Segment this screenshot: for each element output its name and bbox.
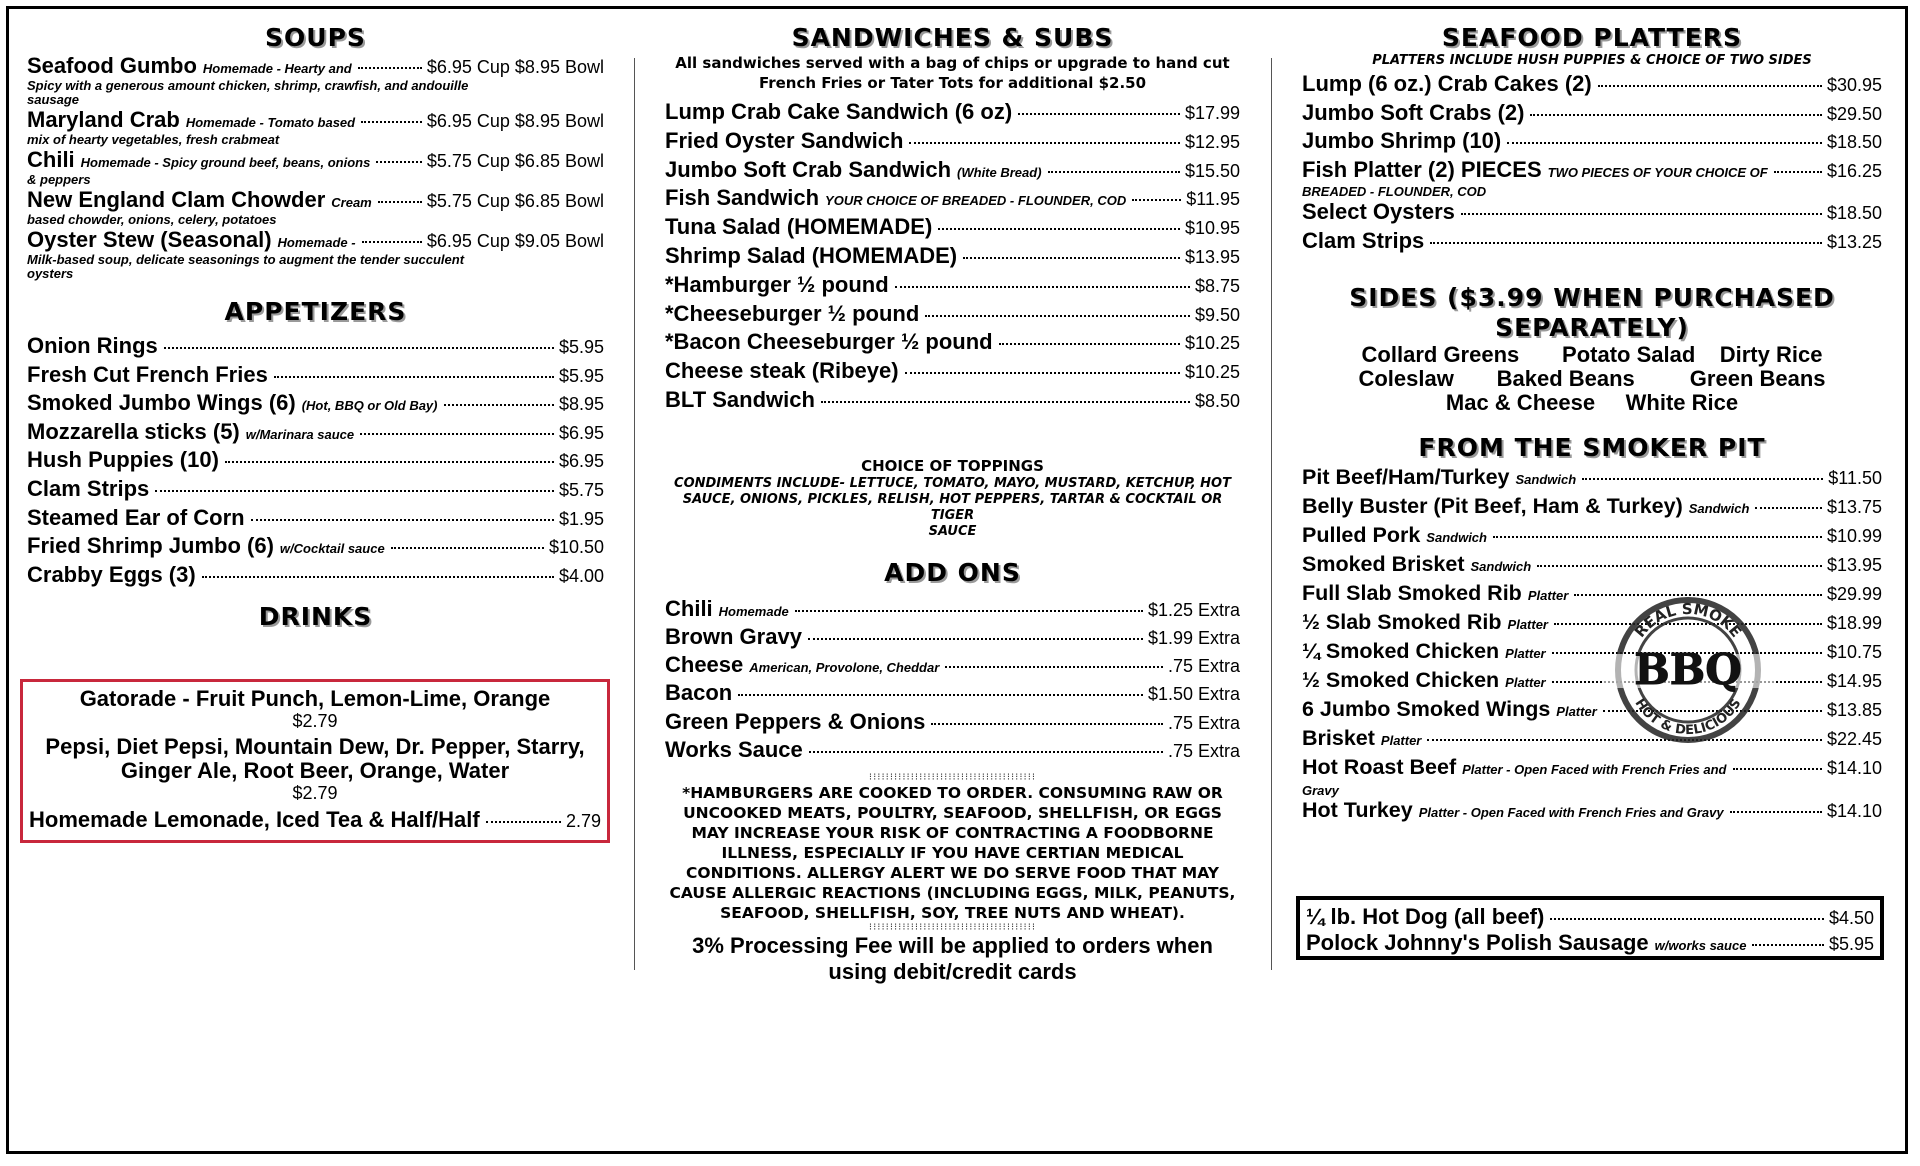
item-price: 2.79 xyxy=(565,811,601,831)
item-name: Fresh Cut French Fries xyxy=(27,361,268,387)
smoker-heading: FROM THE SMOKER PIT xyxy=(1418,432,1766,462)
dot-leader xyxy=(1774,170,1822,173)
seafood-list xyxy=(1302,71,1882,257)
sandwiches-subtitle-1: All sandwiches served with a bag of chips or upgrade to hand cut xyxy=(675,54,1230,72)
item-price: $5.75 Cup $6.85 Bowl xyxy=(426,151,604,171)
item-price: $15.50 xyxy=(1184,160,1240,181)
dot-leader xyxy=(486,820,561,823)
item-price: $14.10 xyxy=(1826,800,1882,821)
item-name: Steamed Ear of Corn xyxy=(27,504,245,530)
warning-line-2: UNCOOKED MEATS, POULTRY, SEAFOOD, SHELLFISH, OR EGGS xyxy=(683,803,1222,822)
item-price: $18.99 xyxy=(1826,612,1882,633)
item-name: Belly Buster (Pit Beef, Ham & Turkey) xyxy=(1302,493,1683,518)
menu-item xyxy=(665,214,1240,243)
item-price: $10.95 xyxy=(1184,218,1240,239)
item-price: $1.95 xyxy=(558,508,604,529)
warning-line-3: MAY INCREASE YOUR RISK OF CONTRACTING A FOODBORNE xyxy=(691,823,1214,842)
dot-leader xyxy=(909,141,1180,144)
menu-item xyxy=(665,358,1240,387)
item-note: Homemade - xyxy=(277,235,356,250)
item-price: $8.50 xyxy=(1194,390,1240,411)
item-price: $30.95 xyxy=(1826,75,1882,95)
menu-item xyxy=(665,272,1240,301)
processing-fee-line-2: using debit/credit cards xyxy=(828,958,1077,984)
item-price: $5.95 xyxy=(558,365,604,386)
item-price: $14.10 xyxy=(1826,757,1882,778)
dot-leader xyxy=(795,609,1143,612)
menu-item xyxy=(1306,904,1874,930)
item-name: ¼ Smoked Chicken xyxy=(1302,638,1500,663)
menu-item xyxy=(665,652,1240,680)
dot-leader xyxy=(251,518,554,521)
item-name: New England Clam Chowder xyxy=(27,187,326,212)
menu-item xyxy=(27,447,604,476)
item-note: Platter xyxy=(1505,645,1546,661)
menu-item xyxy=(665,99,1240,128)
addons-list xyxy=(665,596,1240,765)
item-name: Hot Turkey xyxy=(1302,797,1413,822)
dot-leader xyxy=(391,546,544,549)
item-note: Platter xyxy=(1507,616,1548,632)
menu-item xyxy=(1302,639,1882,668)
drinks-heading: DRINKS xyxy=(258,602,373,632)
dot-leader xyxy=(444,403,554,406)
item-price: $18.50 xyxy=(1826,132,1882,153)
menu-item xyxy=(665,680,1240,708)
item-name: Cheese xyxy=(665,652,744,678)
item-note: w/Marinara sauce xyxy=(245,426,355,442)
dot-leader xyxy=(809,750,1163,753)
dot-leader xyxy=(1507,141,1822,144)
item-name: Clam Strips xyxy=(27,475,150,501)
item-name: Lump Crab Cake Sandwich (6 oz) xyxy=(665,99,1013,124)
stamp-top-text: REAL SMOKE xyxy=(1630,599,1746,641)
item-description: BREADED - FLOUNDER, COD xyxy=(1302,184,1487,200)
right-column xyxy=(1302,18,1882,827)
item-price: $9.50 xyxy=(1194,304,1240,325)
item-note: Homemade - Tomato based xyxy=(185,115,356,130)
item-name: Hot Roast Beef xyxy=(1302,754,1457,779)
sandwiches-subtitle-2: French Fries or Tater Tots for additional $2.50 xyxy=(758,74,1147,92)
drinks-lemonade xyxy=(23,807,607,833)
dot-leader xyxy=(1493,535,1822,538)
item-price: $10.99 xyxy=(1826,525,1882,546)
item-name: Shrimp Salad (HOMEMADE) xyxy=(665,242,958,268)
warning-line-7: SEAFOOD, SHELLFISH, SOY, TREE NUTS AND WHEAT). xyxy=(720,903,1185,922)
item-note: Platter - Open Faced with French Fries and xyxy=(1462,761,1727,777)
item-note: (White Bread) xyxy=(957,164,1042,180)
dot-leader xyxy=(1461,212,1822,215)
dot-leader xyxy=(225,460,554,463)
item-note: w/Cocktail sauce xyxy=(279,541,385,557)
item-price: $29.50 xyxy=(1826,103,1882,124)
item-price: $1.99 Extra xyxy=(1147,627,1240,648)
menu-item xyxy=(665,243,1240,272)
menu-item xyxy=(1306,930,1874,956)
menu-item xyxy=(1302,228,1882,257)
item-price: $10.25 xyxy=(1184,362,1240,383)
item-name: ¼ lb. Hot Dog (all beef) xyxy=(1306,904,1545,929)
dot-leader xyxy=(1733,767,1822,770)
menu-item xyxy=(27,107,604,133)
item-price: $10.50 xyxy=(548,537,604,558)
menu-item xyxy=(1302,494,1882,523)
item-note: Cream xyxy=(331,195,372,210)
seafood-heading: SEAFOOD PLATTERS xyxy=(1441,23,1743,52)
menu-item xyxy=(27,390,604,419)
item-name: Jumbo Soft Crab Sandwich xyxy=(665,156,952,182)
dot-leader xyxy=(1132,198,1181,201)
menu-item xyxy=(665,596,1240,624)
menu-item xyxy=(1302,610,1882,639)
item-note: Platter - Open Faced with French Fries and Gravy xyxy=(1418,804,1724,820)
dot-leader xyxy=(1752,943,1824,946)
item-note: Sandwich xyxy=(1470,558,1532,574)
toppings-heading: CHOICE OF TOPPINGS xyxy=(861,456,1044,475)
menu-item xyxy=(27,505,604,534)
appetizers-heading: APPETIZERS xyxy=(224,297,407,326)
item-description: Spicy with a generous amount chicken, shrimp, crawfish, and andouille sausage xyxy=(27,78,469,107)
item-name: Fish Sandwich xyxy=(665,185,820,211)
item-price: $17.99 xyxy=(1184,103,1240,123)
item-price: $6.95 Cup $9.05 Bowl xyxy=(426,231,604,251)
soups-heading: SOUPS xyxy=(265,23,366,52)
stamp-center-text: BBQ xyxy=(1634,645,1742,694)
item-description: mix of hearty vegetables, fresh crabmeat xyxy=(27,132,280,147)
stamp-bottom-text: HOT & DELICIOUS xyxy=(1631,696,1745,739)
item-price: $5.75 Cup $6.85 Bowl xyxy=(426,191,604,211)
item-name: ½ Smoked Chicken xyxy=(1302,667,1500,692)
item-description: based chowder, onions, celery, potatoes xyxy=(27,212,277,227)
item-name: Pit Beef/Ham/Turkey xyxy=(1302,464,1510,489)
item-price: $22.45 xyxy=(1826,728,1882,749)
item-name: Clam Strips xyxy=(1302,227,1425,253)
menu-item xyxy=(27,533,604,562)
item-name: Seafood Gumbo xyxy=(27,53,197,78)
item-name: Onion Rings xyxy=(27,333,158,358)
toppings-text-3: SAUCE xyxy=(928,523,977,539)
item-note: Platter xyxy=(1505,674,1546,690)
item-note: American, Provolone, Cheddar xyxy=(749,660,940,676)
dot-leader xyxy=(999,342,1180,345)
item-price: $5.95 xyxy=(1828,934,1874,954)
item-price: $5.75 xyxy=(558,479,604,500)
item-price: $13.25 xyxy=(1826,231,1882,252)
drinks-soda-line2: Ginger Ale, Root Beer, Orange, Water xyxy=(120,758,510,783)
appetizers-list xyxy=(27,333,604,590)
sides-row-2: Coleslaw Baked Beans Green Beans xyxy=(1358,365,1826,391)
sides-row-3: Mac & Cheese White Rice xyxy=(1445,389,1739,415)
soups-list xyxy=(27,53,604,281)
item-name: Brisket xyxy=(1302,725,1375,750)
menu-item xyxy=(1302,755,1882,784)
item-note: Sandwich xyxy=(1515,471,1577,487)
dot-leader xyxy=(362,240,422,243)
item-price: $6.95 xyxy=(558,451,604,472)
menu-item xyxy=(1302,581,1882,610)
item-name: Jumbo Shrimp (10) xyxy=(1302,128,1502,154)
dot-leader xyxy=(1755,506,1822,509)
left-column xyxy=(27,18,604,632)
column-divider xyxy=(1271,58,1272,970)
drinks-gatorade: Gatorade - Fruit Punch, Lemon-Lime, Orange xyxy=(79,686,551,711)
menu-item xyxy=(27,419,604,448)
item-name: Jumbo Soft Crabs (2) xyxy=(1302,99,1525,125)
dot-leader xyxy=(376,160,422,163)
item-price: $6.95 Cup $8.95 Bowl xyxy=(426,111,604,131)
item-price: $13.95 xyxy=(1184,246,1240,267)
menu-item xyxy=(27,333,604,362)
item-price: .75 Extra xyxy=(1167,712,1240,733)
item-price: $4.00 xyxy=(558,565,604,586)
dot-leader xyxy=(164,346,554,349)
item-name: Chili xyxy=(665,595,713,621)
menu-item xyxy=(665,157,1240,186)
item-name: Fish Platter (2) PIECES xyxy=(1302,156,1542,182)
item-price: $11.50 xyxy=(1828,467,1882,488)
menu-item xyxy=(665,387,1240,416)
menu-item xyxy=(1302,199,1882,228)
item-price: $8.75 xyxy=(1194,275,1240,296)
item-name: Pulled Pork xyxy=(1302,522,1421,547)
menu-item xyxy=(1302,726,1882,755)
dot-leader xyxy=(361,120,422,123)
item-description: Milk-based soup, delicate seasonings to augment the tender succulent oysters xyxy=(27,252,465,281)
item-price: .75 Extra xyxy=(1167,740,1240,761)
item-price: $4.50 xyxy=(1828,908,1874,928)
hotdog-list xyxy=(1306,904,1874,956)
menu-item xyxy=(665,185,1240,214)
hotdog-box xyxy=(1296,896,1884,960)
item-name: BLT Sandwich xyxy=(665,386,815,412)
sides-heading-2: SEPARATELY) xyxy=(1495,312,1689,342)
menu-item xyxy=(27,562,604,591)
item-note: Sandwich xyxy=(1688,500,1750,516)
item-price: $6.95 Cup $8.95 Bowl xyxy=(426,57,604,77)
item-price: $10.25 xyxy=(1184,333,1240,354)
dot-leader xyxy=(963,256,1180,259)
dot-leader xyxy=(808,637,1143,640)
item-note: Homemade - Hearty and xyxy=(202,61,352,76)
menu-item xyxy=(27,476,604,505)
item-note: Homemade xyxy=(718,603,789,619)
menu-item xyxy=(27,362,604,391)
dot-leader xyxy=(378,200,422,203)
item-note: YOUR CHOICE OF BREADED - FLOUNDER, COD xyxy=(825,193,1127,209)
item-name: Works Sauce xyxy=(665,736,803,762)
menu-item xyxy=(27,187,604,213)
item-price: $10.75 xyxy=(1826,641,1882,662)
item-description: & peppers xyxy=(27,172,91,187)
menu-item xyxy=(1302,668,1882,697)
dot-leader xyxy=(360,432,554,435)
toppings-text-1: CONDIMENTS INCLUDE- LETTUCE, TOMATO, MAYO, MUSTARD, KETCHUP, HOT xyxy=(674,475,1231,491)
menu-item xyxy=(665,737,1240,765)
item-name: Brown Gravy xyxy=(665,623,802,649)
drinks-gatorade-price: $2.79 xyxy=(292,711,338,731)
dot-leader xyxy=(155,489,554,492)
item-name: Select Oysters xyxy=(1302,199,1455,225)
menu-item xyxy=(27,227,604,253)
item-name: Homemade Lemonade, Iced Tea & Half/Half xyxy=(29,807,480,832)
item-note: TWO PIECES OF YOUR CHOICE OF xyxy=(1547,164,1768,180)
item-price: $11.95 xyxy=(1186,189,1240,210)
dot-leader xyxy=(202,575,554,578)
dot-leader xyxy=(1598,84,1822,87)
dot-leader xyxy=(931,722,1163,725)
item-note: Platter xyxy=(1380,732,1422,748)
item-price: $1.50 Extra xyxy=(1147,684,1240,705)
dot-leader xyxy=(274,375,554,378)
dot-leader xyxy=(1048,170,1180,173)
sandwiches-list xyxy=(665,99,1240,416)
item-note: Sandwich xyxy=(1426,529,1487,545)
drinks-soda-line1: Pepsi, Diet Pepsi, Mountain Dew, Dr. Pepper, Starry, xyxy=(45,734,585,759)
item-name: Smoked Jumbo Wings (6) xyxy=(27,390,296,416)
dot-leader xyxy=(905,371,1180,374)
menu-item xyxy=(27,147,604,173)
menu-item xyxy=(665,128,1240,157)
item-name: *Cheeseburger ½ pound xyxy=(665,300,920,326)
item-note: (Hot, BBQ or Old Bay) xyxy=(301,398,438,414)
dashed-separator: ⁝⁝⁝⁝⁝⁝⁝⁝⁝⁝⁝⁝⁝⁝⁝⁝⁝⁝⁝⁝⁝⁝⁝⁝⁝⁝⁝⁝⁝⁝⁝⁝⁝⁝⁝⁝⁝⁝⁝⁝ xyxy=(868,771,1037,783)
item-price: $14.95 xyxy=(1826,670,1882,691)
sides-row-1: Collard Greens Potato Salad Dirty Rice xyxy=(1361,341,1823,367)
item-price: $16.25 xyxy=(1826,160,1882,181)
menu-item xyxy=(1302,552,1882,581)
drinks-soda-price: $2.79 xyxy=(292,783,338,803)
item-name: Bacon xyxy=(665,680,733,706)
item-note: Platter xyxy=(1556,703,1597,719)
column-divider xyxy=(634,58,635,970)
menu-item xyxy=(27,53,604,79)
item-note: Platter xyxy=(1527,587,1569,603)
warning-line-1: *HAMBURGERS ARE COOKED TO ORDER. CONSUMING RAW OR xyxy=(682,783,1223,802)
processing-fee-line-1: 3% Processing Fee will be applied to orders when xyxy=(692,932,1213,958)
dot-leader xyxy=(738,693,1143,696)
item-name: Crabby Eggs (3) xyxy=(27,561,196,587)
middle-column xyxy=(665,18,1240,985)
item-name: Hush Puppies (10) xyxy=(27,447,219,473)
drinks-box xyxy=(20,679,610,843)
dot-leader xyxy=(358,66,422,69)
item-name: Lump (6 oz.) Crab Cakes (2) xyxy=(1302,71,1592,96)
item-price: .75 Extra xyxy=(1167,656,1240,677)
item-name: *Bacon Cheeseburger ½ pound xyxy=(665,329,993,355)
dot-leader xyxy=(1530,113,1821,116)
smoker-list xyxy=(1302,465,1882,827)
item-price: $13.95 xyxy=(1826,554,1882,575)
dot-leader xyxy=(938,227,1180,230)
item-price: $18.50 xyxy=(1826,203,1882,224)
menu-item xyxy=(1302,465,1882,494)
menu-item xyxy=(665,301,1240,330)
menu-item xyxy=(1302,100,1882,129)
item-note: Homemade - Spicy ground beef, beans, onions xyxy=(80,155,371,170)
item-description: Gravy xyxy=(1302,782,1339,798)
dot-leader xyxy=(945,665,1163,668)
dot-leader xyxy=(1430,241,1822,244)
dashed-separator: ⁝⁝⁝⁝⁝⁝⁝⁝⁝⁝⁝⁝⁝⁝⁝⁝⁝⁝⁝⁝⁝⁝⁝⁝⁝⁝⁝⁝⁝⁝⁝⁝⁝⁝⁝⁝⁝⁝⁝⁝ xyxy=(868,921,1037,933)
menu-item xyxy=(1302,71,1882,100)
item-name: Mozzarella sticks (5) xyxy=(27,418,240,444)
item-name: Full Slab Smoked Rib xyxy=(1302,580,1522,605)
item-price: $6.95 xyxy=(558,422,604,443)
toppings-text-2: SAUCE, ONIONS, PICKLES, RELISH, HOT PEPPERS, TARTAR & COCKTAIL OR TIGER xyxy=(682,491,1223,523)
warning-line-4: ILLNESS, ESPECIALLY IF YOU HAVE CERTIAN MEDICAL xyxy=(721,843,1184,862)
dot-leader xyxy=(1730,810,1822,813)
item-price: $13.85 xyxy=(1826,699,1882,720)
addons-heading: ADD ONS xyxy=(884,557,1021,587)
menu-item xyxy=(665,624,1240,652)
item-price: $1.25 Extra xyxy=(1147,599,1240,620)
menu-item xyxy=(1302,798,1882,827)
dot-leader xyxy=(895,285,1190,288)
item-name: Green Peppers & Onions xyxy=(665,708,926,734)
item-name: 6 Jumbo Smoked Wings xyxy=(1302,696,1551,721)
menu-item xyxy=(1302,157,1882,186)
warning-line-6: CAUSE ALLERGIC REACTIONS (INCLUDING EGGS, MILK, PEANUTS, xyxy=(669,883,1236,902)
item-price: $8.95 xyxy=(558,394,604,415)
dot-leader xyxy=(821,400,1190,403)
item-name: Maryland Crab xyxy=(27,107,180,132)
item-name: Polock Johnny's Polish Sausage xyxy=(1306,930,1649,955)
dot-leader xyxy=(1018,112,1180,115)
item-price: $12.95 xyxy=(1184,131,1240,152)
item-name: ½ Slab Smoked Rib xyxy=(1302,609,1502,634)
item-price: $13.75 xyxy=(1826,496,1882,517)
item-name: *Hamburger ½ pound xyxy=(665,271,889,297)
item-name: Smoked Brisket xyxy=(1302,551,1465,576)
dot-leader xyxy=(1550,917,1824,920)
seafood-subtitle: PLATTERS INCLUDE HUSH PUPPIES & CHOICE OF TWO SIDES xyxy=(1372,53,1812,68)
bbq-stamp-logo xyxy=(1598,590,1778,750)
item-name: Fried Oyster Sandwich xyxy=(665,127,904,153)
sandwiches-heading: SANDWICHES & SUBS xyxy=(791,23,1114,52)
item-name: Oyster Stew (Seasonal) xyxy=(27,227,272,252)
menu-item xyxy=(1302,128,1882,157)
item-note: w/works sauce xyxy=(1654,938,1747,953)
dot-leader xyxy=(1537,564,1822,567)
item-name: Tuna Salad (HOMEMADE) xyxy=(665,214,933,240)
menu-item xyxy=(665,709,1240,737)
menu-item xyxy=(665,329,1240,358)
item-name: Fried Shrimp Jumbo (6) xyxy=(27,533,274,559)
sides-heading-1: SIDES ($3.99 WHEN PURCHASED xyxy=(1349,282,1835,312)
dot-leader xyxy=(925,314,1190,317)
menu-item xyxy=(1302,697,1882,726)
menu-item xyxy=(1302,523,1882,552)
item-name: Chili xyxy=(27,147,75,172)
item-price: $5.95 xyxy=(558,337,604,357)
dot-leader xyxy=(1582,477,1823,480)
item-price: $29.99 xyxy=(1826,583,1882,604)
item-name: Cheese steak (Ribeye) xyxy=(665,358,899,384)
warning-line-5: CONDITIONS. ALLERGY ALERT WE DO SERVE FOOD THAT MAY xyxy=(686,863,1219,882)
